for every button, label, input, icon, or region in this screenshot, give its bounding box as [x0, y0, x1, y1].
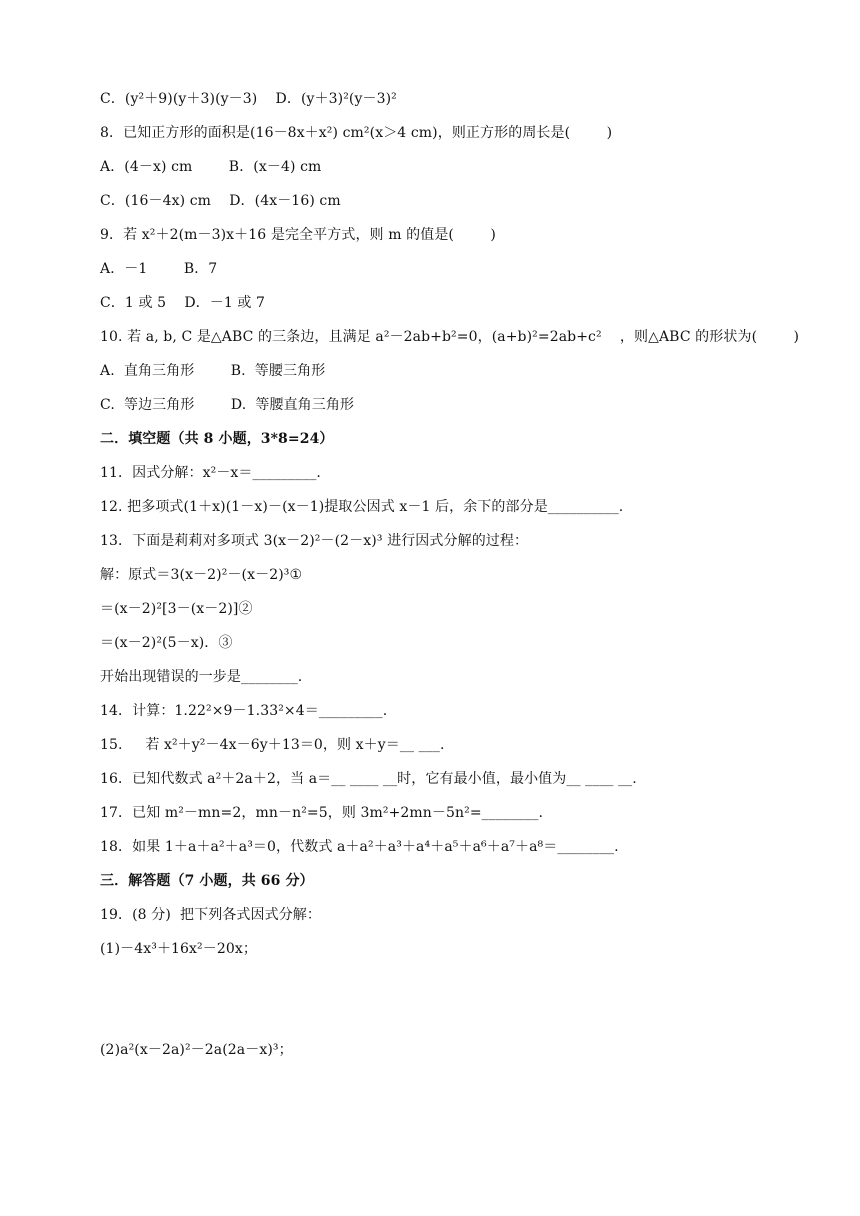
q13-step-1: 解：原式＝3(x－2)²－(x－2)³①	[100, 567, 303, 583]
q10-options-cd: C. 等边三角形 D. 等腰直角三角形	[100, 397, 355, 413]
q9-options-cd: C．1 或 5 D．－1 或 7	[100, 295, 266, 311]
q13-step-2: ＝(x－2)²[3－(x－2)]②	[100, 601, 253, 617]
q12-question: 12. 把多项式(1＋x)(1－x)－(x－1)提取公因式 x－1 后，余下的部分是__________.	[100, 499, 624, 515]
q18-question: 18．如果 1＋a＋a²＋a³＝0，代数式 a＋a²＋a³＋a⁴＋a⁵＋a⁶＋a⁷＋a⁸＝________.	[100, 839, 619, 855]
q10-options-ab: A. 直角三角形 B. 等腰三角形	[100, 363, 326, 379]
q8-options-cd: C．(16－4x) cm D．(4x－16) cm	[100, 193, 341, 209]
section-fill-in-heading: 二．填空题（共 8 小题，3*8=24）	[100, 431, 334, 447]
q8-options-ab: A．(4－x) cm B．(x－4) cm	[100, 159, 322, 175]
q17-question: 17．已知 m²－mn=2，mn－n²=5，则 3m²+2mn－5n²=________.	[100, 805, 544, 821]
q11-question: 11．因式分解：x²－x＝_________.	[100, 465, 321, 481]
q8-question: 8．已知正方形的面积是(16－8x＋x²) cm²(x＞4 cm)，则正方形的周长是( )	[100, 125, 613, 141]
q9-question: 9．若 x²＋2(m－3)x＋16 是完全平方式，则 m 的值是( )	[100, 227, 496, 243]
q19-part-2: (2)a²(x－2a)²－2a(2a－x)³；	[100, 1042, 293, 1058]
q9-options-ab: A．－1 B．7	[100, 261, 218, 277]
q15-question: 15. 若 x²＋y²－4x－6y＋13＝0，则 x＋y＝__ ___.	[100, 737, 445, 753]
q19-question: 19．(8 分) 把下列各式因式分解：	[100, 907, 321, 923]
q19-part-1: (1)－4x³＋16x²－20x；	[100, 941, 257, 957]
q13-step-3: ＝(x－2)²(5－x)．③	[100, 635, 233, 651]
q16-question: 16．已知代数式 a²＋2a＋2，当 a＝__ ____ __时，它有最小值，最小值为__ ____ __.	[100, 771, 637, 787]
q13-question: 13．下面是莉莉对多项式 3(x－2)²－(2－x)³ 进行因式分解的过程：	[100, 533, 529, 549]
q10-question: 10. 若 a, b, C 是△ABC 的三条边，且满足 a²－2ab+b²=0，(a+b)²=2ab+c² ，则△ABC 的形状为( )	[100, 329, 800, 345]
section-answer-heading: 三．解答题（7 小题，共 66 分）	[100, 873, 314, 889]
q7-options-cd: C．(y²＋9)(y＋3)(y－3) D．(y＋3)²(y－3)²	[100, 91, 397, 107]
q14-question: 14．计算：1.22²×9－1.33²×4＝_________.	[100, 703, 388, 719]
q13-prompt: 开始出现错误的一步是________.	[100, 669, 303, 685]
